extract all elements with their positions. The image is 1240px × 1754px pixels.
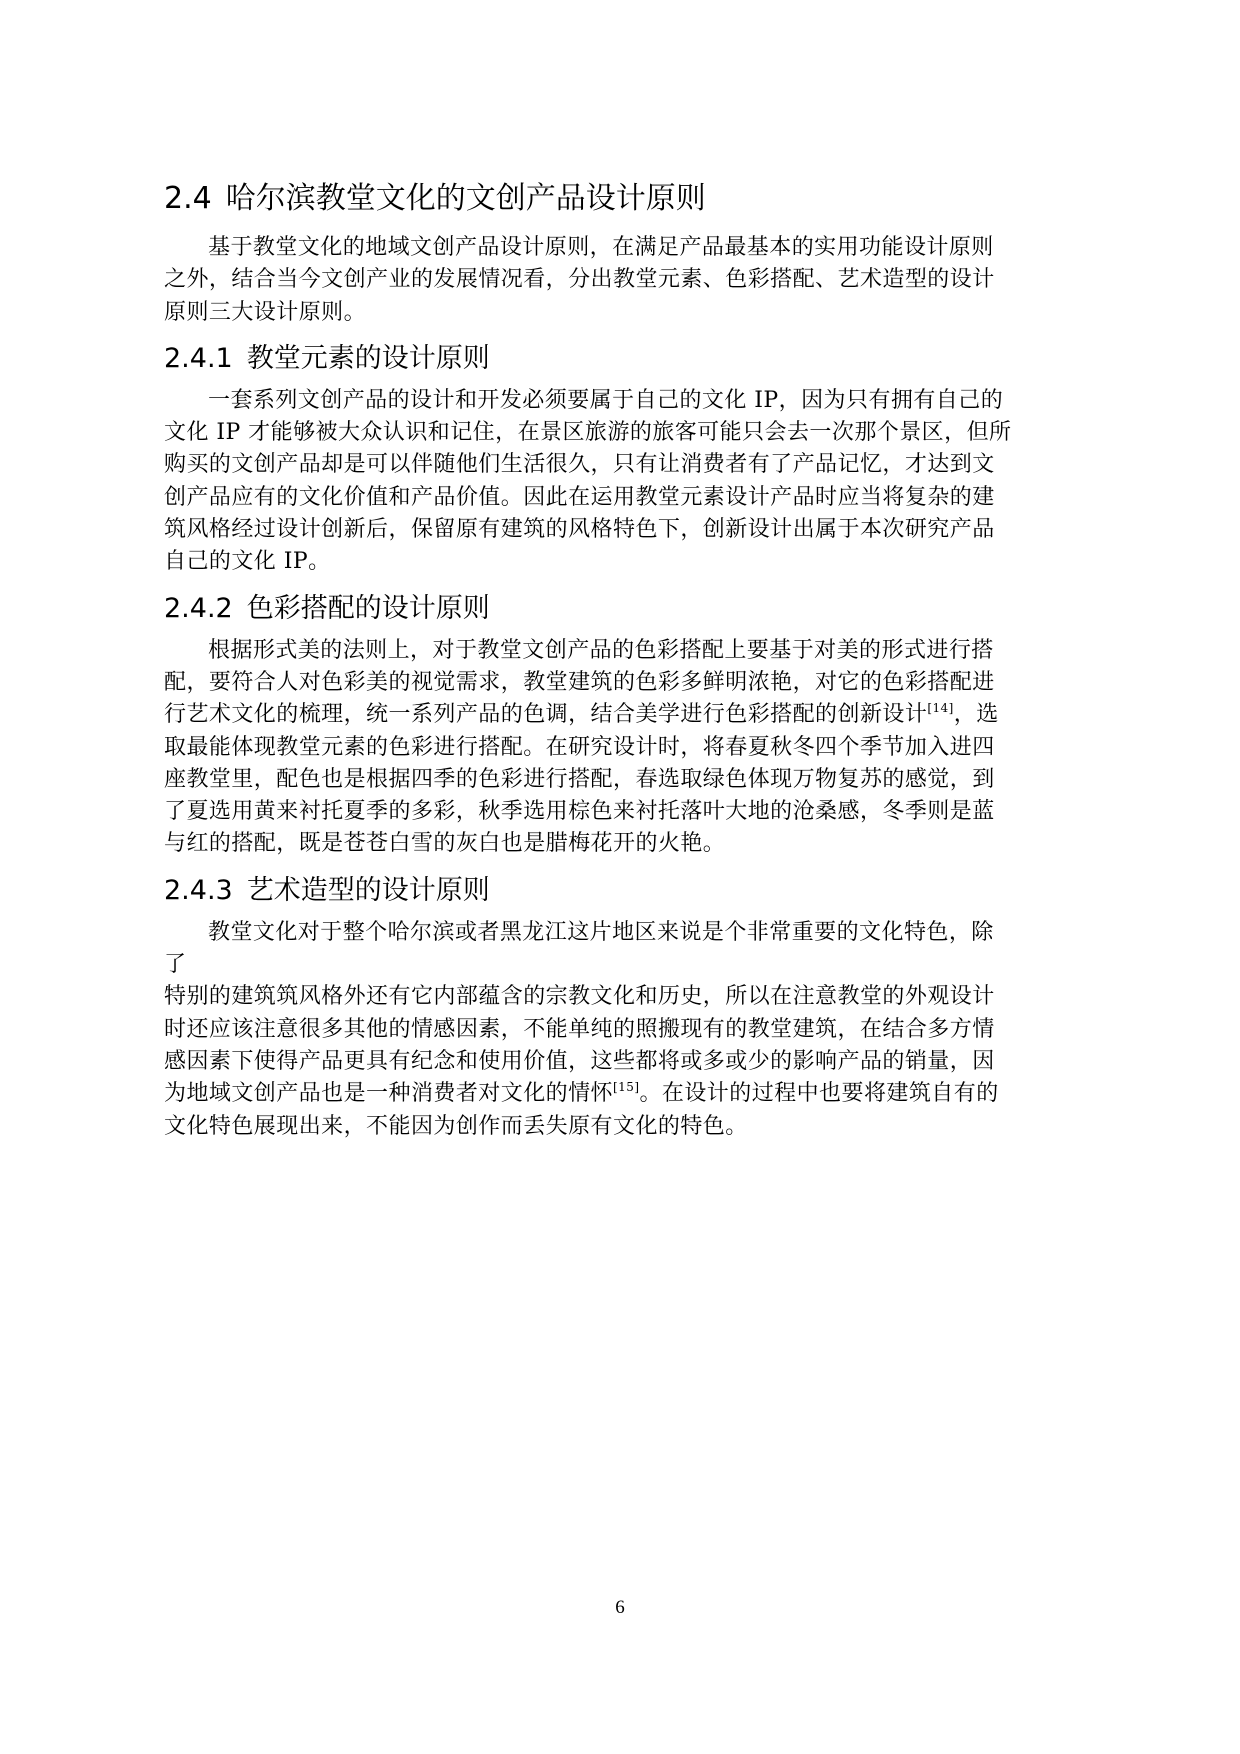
paragraph-line: 文化 IP 才能够被大众认识和记住，在景区旅游的旅客可能只会去一次那个景区，但所 xyxy=(164,420,1012,446)
page-content xyxy=(164,178,1094,1143)
paragraph-line: 创产品应有的文化价值和产品价值。因此在运用教堂元素设计产品时应当将复杂的建 xyxy=(164,484,995,510)
paragraph-text: 行艺术文化的梳理，统一系列产品的色调，结合美学进行色彩搭配的创新设计 xyxy=(164,702,928,728)
subsection-number: 2.4.1 xyxy=(164,342,233,374)
paragraph-line xyxy=(164,699,1094,731)
section-number: 2.4 xyxy=(164,181,212,216)
paragraph-line: 特别的建筑筑风格外还有它内部蕴含的宗教文化和历史，所以在注意教堂的外观设计 xyxy=(164,984,995,1010)
subsection-heading-2-4-3 xyxy=(164,871,1094,911)
paragraph-line: 配，要符合人对色彩美的视觉需求，教堂建筑的色彩多鲜明浓艳，对它的色彩搭配进 xyxy=(164,669,995,695)
subsection-number: 2.4.3 xyxy=(164,874,233,906)
subsection-title: 教堂元素的设计原则 xyxy=(246,342,490,374)
section-title: 哈尔滨教堂文化的文创产品设计原则 xyxy=(225,181,706,216)
subsection-heading-2-4-1 xyxy=(164,339,1094,379)
paragraph-line: 取最能体现教堂元素的色彩进行搭配。在研究设计时，将春夏秋冬四个季节加入进四 xyxy=(164,734,995,760)
citation-reference[interactable]: [14] xyxy=(927,701,954,716)
subsection-paragraph-2-4-3 xyxy=(164,917,1094,1143)
subsection-paragraph-2-4-1 xyxy=(164,385,1094,579)
paragraph-line: 教堂文化对于整个哈尔滨或者黑龙江这片地区来说是个非常重要的文化特色，除 xyxy=(208,919,994,945)
paragraph-line: 了 xyxy=(164,952,187,978)
paragraph-line: 座教堂里，配色也是根据四季的色彩进行搭配，春选取绿色体现万物复苏的感觉，到 xyxy=(164,766,995,792)
subsection-paragraph-2-4-2 xyxy=(164,635,1094,861)
subsection-number: 2.4.2 xyxy=(164,592,233,624)
subsection-title: 艺术造型的设计原则 xyxy=(246,874,490,906)
paragraph-line: 时还应该注意很多其他的情感因素，不能单纯的照搬现有的教堂建筑，在结合多方情 xyxy=(164,1016,995,1042)
paragraph-line: 根据形式美的法则上，对于教堂文创产品的色彩搭配上要基于对美的形式进行搭 xyxy=(208,637,994,663)
paragraph-line: 筑风格经过设计创新后，保留原有建筑的风格特色下，创新设计出属于本次研究产品 xyxy=(164,517,995,543)
section-intro-paragraph xyxy=(164,232,1094,329)
subsection-title: 色彩搭配的设计原则 xyxy=(246,592,490,624)
paragraph-text: ，选 xyxy=(953,702,999,728)
paragraph-line: 感因素下使得产品更具有纪念和使用价值，这些都将或多或少的影响产品的销量，因 xyxy=(164,1048,995,1074)
paragraph-line: 之外，结合当今文创产业的发展情况看，分出教堂元素、色彩搭配、艺术造型的设计 xyxy=(164,267,995,293)
paragraph-text: 为地域文创产品也是一种消费者对文化的情怀 xyxy=(164,1081,614,1107)
paragraph-line: 一套系列文创产品的设计和开发必须要属于自己的文化 IP，因为只有拥有自己的 xyxy=(208,387,1004,413)
paragraph-line xyxy=(164,1078,1094,1110)
paragraph-line: 购买的文创产品却是可以伴随他们生活很久，只有让消费者有了产品记忆，才达到文 xyxy=(164,452,995,478)
subsection-heading-2-4-2 xyxy=(164,589,1094,629)
citation-reference[interactable]: [15] xyxy=(613,1080,640,1095)
paragraph-line: 自己的文化 IP。 xyxy=(164,549,331,575)
paragraph-line: 与红的搭配，既是苍苍白雪的灰白也是腊梅花开的火艳。 xyxy=(164,831,726,857)
paragraph-line: 原则三大设计原则。 xyxy=(164,299,367,325)
paragraph-line: 文化特色展现出来，不能因为创作而丢失原有文化的特色。 xyxy=(164,1113,748,1139)
section-heading xyxy=(164,178,1094,220)
paragraph-text: 。在设计的过程中也要将建筑自有的 xyxy=(639,1081,999,1107)
page-number: 6 xyxy=(615,1597,625,1618)
paragraph-line: 了夏选用黄来衬托夏季的多彩，秋季选用棕色来衬托落叶大地的沧桑感，冬季则是蓝 xyxy=(164,799,995,825)
paragraph-line: 基于教堂文化的地域文创产品设计原则，在满足产品最基本的实用功能设计原则 xyxy=(208,235,994,260)
